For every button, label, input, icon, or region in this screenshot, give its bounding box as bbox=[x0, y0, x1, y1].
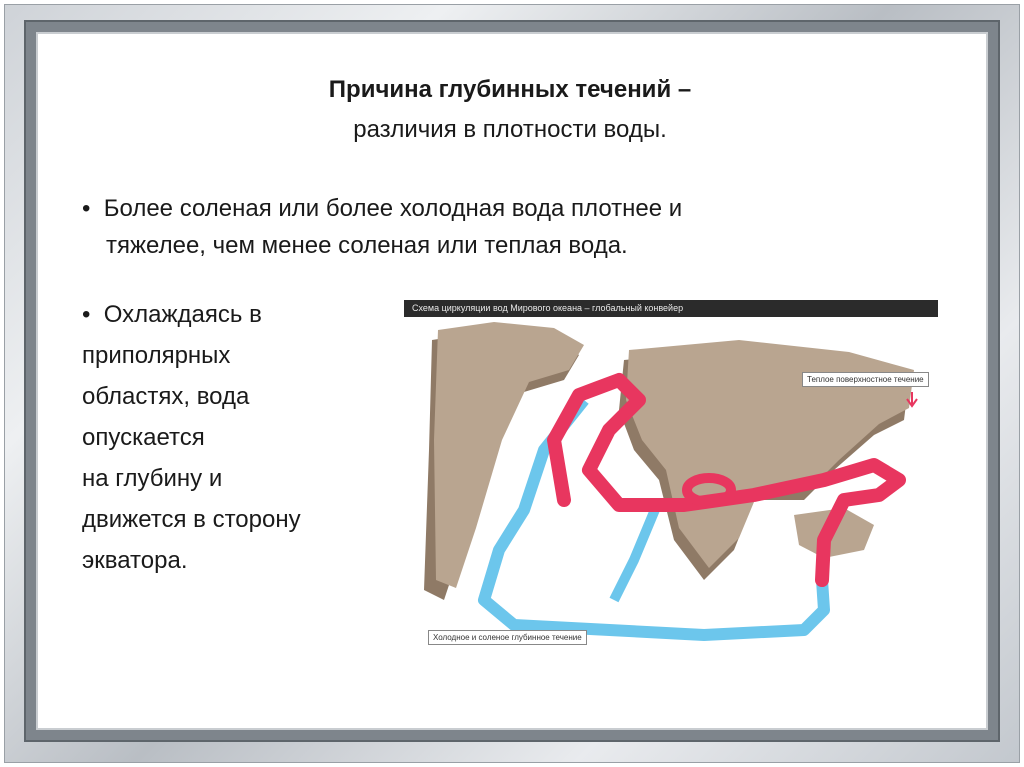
warm-current-label: Теплое поверхностное течение bbox=[802, 372, 929, 387]
slide-subtitle: различия в плотности воды. bbox=[353, 116, 667, 143]
conveyor-map-svg bbox=[404, 300, 938, 660]
bullet-cooling-line: экватора. bbox=[82, 547, 188, 574]
bullet-density-line1: Более соленая или более холодная вода плотнее и bbox=[103, 195, 683, 222]
figure-header: Схема циркуляции вод Мирового океана – глобальный конвейер bbox=[404, 300, 938, 317]
cold-current-branch bbox=[614, 500, 659, 600]
bullet-cooling bbox=[82, 294, 382, 581]
bullet-marker: • bbox=[82, 301, 91, 328]
ocean-conveyor-figure bbox=[404, 300, 938, 660]
bullet-cooling-line: приполярных bbox=[82, 342, 231, 369]
slide-title: Причина глубинных течений – bbox=[328, 76, 692, 103]
bullet-cooling-line: областях, вода bbox=[82, 383, 250, 410]
slide-content bbox=[48, 42, 972, 718]
cold-current-label: Холодное и соленое глубинное течение bbox=[428, 630, 587, 645]
bullet-marker: • bbox=[82, 195, 91, 222]
bullet-cooling-line: Охлаждаясь в bbox=[103, 301, 262, 328]
bullet-density-line2: тяжелее, чем менее соленая или теплая вода. bbox=[106, 232, 628, 259]
bullet-cooling-line: на глубину и bbox=[82, 465, 223, 492]
bullet-cooling-line: опускается bbox=[82, 424, 205, 451]
bullet-density bbox=[82, 190, 882, 264]
bullet-cooling-line: движется в сторону bbox=[82, 506, 301, 533]
